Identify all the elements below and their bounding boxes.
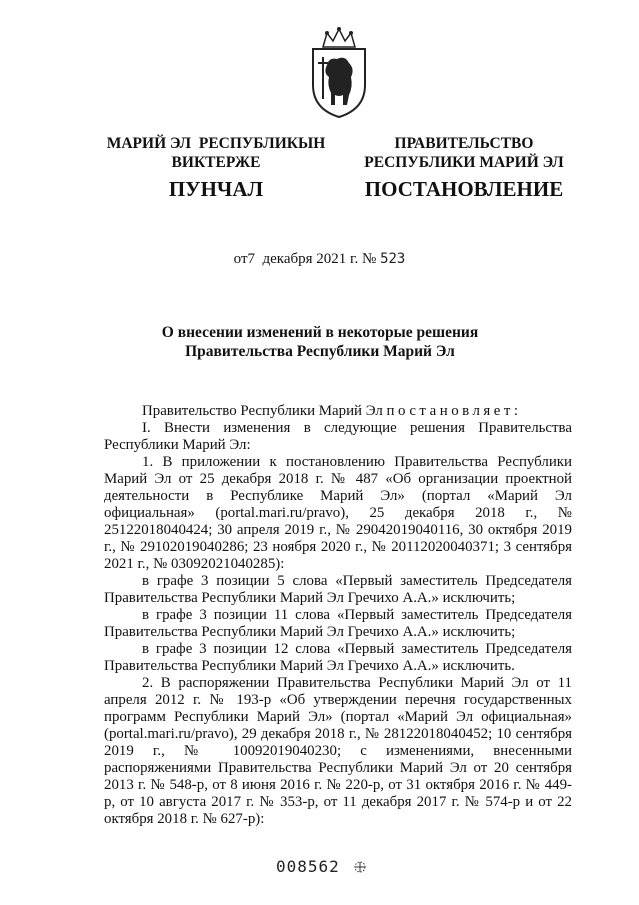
header-left-doc-type: ПУНЧАЛ	[168, 177, 264, 201]
paragraph-item-2: 2. В распоряжении Правительства Республики Марий Эл от 11 апреля 2012 г. № 193-р «Об утверждении перечня государственных программ Республики Марий Эл» (портал «Марий Эл официальная» (portal.mari.ru/pravo), 29 декабря 2018 г., № 28122018040452; 10 сентября 2019 г., № 10092019040230; с изменениями, внесенными распоряжениями Правительства Республики Марий Эл от 20 сентября 2013 г. № 548-р, от 8 июня 2016 г. № 220-р, от 31 октября 2016 г. № 449-р, от 10 августа 2017 г. № 353-р, от 11 декабря 2017 г. № 574-р и от 22 октября 2018 г. № 627-р):	[104, 675, 572, 827]
paragraph-item-1: 1. В приложении к постановлению Правительства Республики Марий Эл от 25 декабря 2018 г. № 487 «Об организации проектной деятельности в Республике Марий Эл» (портал «Марий Эл официальная» (portal.mari.ru/pravo), 25 декабря 2018 г., № 25122018040424; 30 апреля 2019 г., № 29042019040116, 30 октября 2019 г., № 29102019040286; 23 ноября 2020 г., № 20112020040371; 3 сентября 2021 г., № 03092021040285):	[104, 454, 572, 572]
paragraph-column-5: в графе 3 позиции 5 слова «Первый заместитель Председателя Правительства Республики Марий Эл Гречихо А.А.» исключить;	[104, 573, 572, 606]
header-left-line1: МАРИЙ ЭЛ РЕСПУБЛИКЫН	[106, 135, 326, 152]
stamp-mark-icon	[353, 860, 367, 874]
header-left	[88, 134, 344, 202]
document-number: 523	[380, 251, 406, 267]
preamble-decree-word: постановляет:	[386, 403, 522, 419]
date-value: 7 декабря 2021 г. №	[247, 251, 381, 267]
header-right-line1: ПРАВИТЕЛЬСТВО	[394, 135, 534, 152]
header-left-line2: ВИКТЕРЖЕ	[171, 154, 261, 171]
date-line	[0, 251, 639, 268]
paragraph-section-1: I. Внести изменения в следующие решения Правительства Республики Марий Эл:	[104, 420, 572, 453]
date-prefix: от	[233, 251, 248, 267]
header-right	[346, 134, 582, 202]
document-title	[120, 323, 520, 361]
paragraph-column-11: в графе 3 позиции 11 слова «Первый заместитель Председателя Правительства Республики Марий Эл Гречихо А.А.» исключить;	[104, 607, 572, 640]
serial-number: 008562	[276, 857, 340, 876]
title-line1: О внесении изменений в некоторые решения	[161, 324, 479, 341]
header-right-doc-type: ПОСТАНОВЛЕНИЕ	[364, 177, 564, 201]
title-line2: Правительства Республики Марий Эл	[185, 343, 455, 360]
preamble-text: Правительство Республики Марий Эл	[142, 403, 387, 419]
paragraph-preamble	[104, 403, 572, 420]
header-right-line2: РЕСПУБЛИКИ МАРИЙ ЭЛ	[364, 154, 564, 171]
paragraph-column-12: в графе 3 позиции 12 слова «Первый заместитель Председателя Правительства Республики Марий Эл Гречихо А.А.» исключить.	[104, 641, 572, 674]
bear-coat-of-arms-icon	[305, 27, 373, 119]
document-body	[104, 403, 572, 828]
